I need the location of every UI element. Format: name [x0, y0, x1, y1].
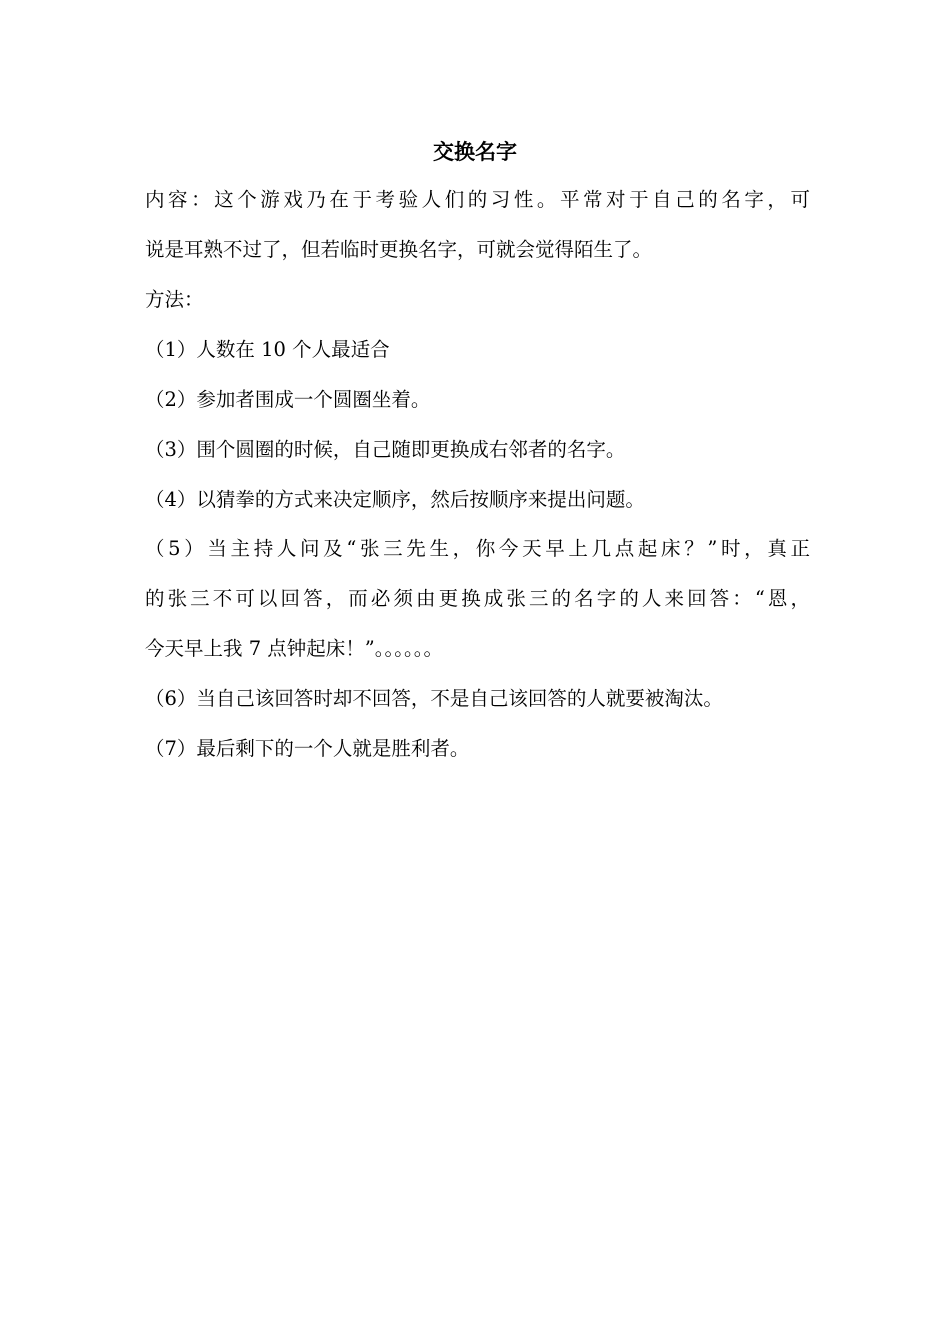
- step-5-line-1: （5）当主持人问及“张三先生，你今天早上几点起床？”时，真正: [145, 537, 810, 560]
- document-title: 交换名字: [433, 140, 517, 164]
- method-heading: 方法：: [145, 288, 204, 311]
- step-6: （6）当自己该回答时却不回答，不是自己该回答的人就要被淘汰。: [145, 687, 723, 710]
- step-2: （2）参加者围成一个圆圈坐着。: [145, 388, 431, 411]
- content-line-1: 内容：这个游戏乃在于考验人们的习性。平常对于自己的名字，可: [145, 188, 810, 211]
- content-line-2: 说是耳熟不过了，但若临时更换名字，可就会觉得陌生了。: [145, 238, 653, 261]
- step-4: （4）以猜拳的方式来决定顺序，然后按顺序来提出问题。: [145, 488, 645, 511]
- step-3: （3）围个圆圈的时候，自己随即更换成右邻者的名字。: [145, 438, 626, 461]
- step-5-line-3: 今天早上我 7 点钟起床！”。。。。。。: [145, 637, 444, 660]
- step-1: （1）人数在 10 个人最适合: [145, 338, 390, 361]
- step-7: （7）最后剩下的一个人就是胜利者。: [145, 737, 470, 760]
- step-5-line-2: 的张三不可以回答，而必须由更换成张三的名字的人来回答：“恩，: [145, 587, 810, 610]
